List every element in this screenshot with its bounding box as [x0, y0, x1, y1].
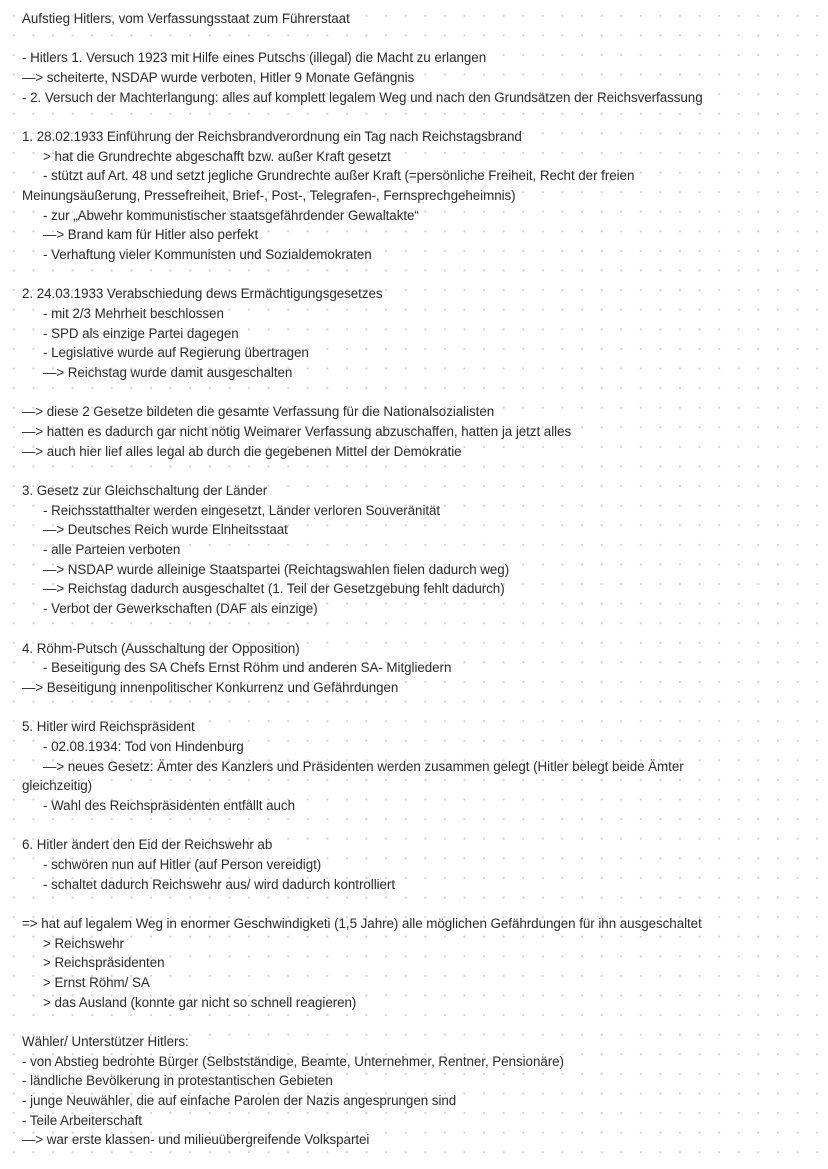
- spacer: [0, 816, 828, 836]
- summary-line: —> hatten es dadurch gar nicht nötig Weimarer Verfassung abzuschaffen, hatten ja jetzt alles: [22, 424, 572, 440]
- voters-line: - junge Neuwähler, die auf einfache Parolen der Nazis angesprungen sind: [22, 1092, 457, 1108]
- section-3-heading: 3. Gesetz zur Gleichschaltung der Länder: [22, 483, 268, 499]
- section-6-line: - schwören nun auf Hitler (auf Person vereidigt): [43, 856, 322, 872]
- voters-line: - von Abstieg bedrohte Bürger (Selbstständige, Beamte, Unternehmer, Rentner, Pensionäre): [22, 1053, 564, 1069]
- section-6-heading: 6. Hitler ändert den Eid der Reichswehr ab: [22, 837, 273, 853]
- note-page: [0, 9, 828, 1150]
- voters-line: - Teile Arbeiterschaft: [22, 1112, 142, 1128]
- section-2-line: - mit 2/3 Mehrheit beschlossen: [43, 306, 224, 322]
- summary-line: —> diese 2 Gesetze bildeten die gesamte Verfassung für die Nationalsozialisten: [22, 404, 495, 420]
- section-1-line: - stützt auf Art. 48 und setzt jegliche Grundrechte außer Kraft (=persönliche Freiheit, Recht der freien: [43, 168, 635, 184]
- intro-line: - 2. Versuch der Machterlangung: alles auf komplett legalem Weg und nach den Grundsätzen der Reichsverfassung: [22, 89, 703, 105]
- section-3-line: —> NSDAP wurde alleinige Staatspartei (Reichtagswahlen fielen dadurch weg): [43, 561, 510, 577]
- section-2-line: - SPD als einzige Partei dagegen: [43, 325, 239, 341]
- section-1-line: Meinungsäußerung, Pressefreiheit, Brief-, Post-, Telegrafen-, Fernsprechgeheimnis): [22, 188, 516, 204]
- page-title: Aufstieg Hitlers, vom Verfassungsstaat zum Führerstaat: [22, 11, 350, 26]
- section-4-line: —> Beseitigung innenpolitischer Konkurrenz und Gefährdungen: [22, 679, 399, 695]
- conclusion-line: > das Ausland (konnte gar nicht so schnell reagieren): [43, 994, 357, 1010]
- section-5-line: gleichzeitig): [22, 778, 93, 794]
- section-1-line: - zur „Abwehr kommunistischer staatsgefährdender Gewaltakte“: [43, 207, 419, 223]
- section-4-line: - Beseitigung des SA Chefs Ernst Röhm und anderen SA- Mitgliedern: [43, 660, 452, 676]
- section-1-line: - Verhaftung vieler Kommunisten und Sozialdemokraten: [43, 247, 372, 263]
- intro-line: - Hitlers 1. Versuch 1923 mit Hilfe eines Putschs (illegal) die Macht zu erlangen: [22, 50, 487, 66]
- section-2-heading: 2. 24.03.1933 Verabschiedung dews Ermächtigungsgesetzes: [22, 286, 383, 302]
- section-3-line: —> Deutsches Reich wurde Elnheitsstaat: [43, 522, 288, 538]
- section-5-line: - 02.08.1934: Tod von Hindenburg: [43, 738, 244, 754]
- spacer: [0, 383, 828, 403]
- section-5-line: —> neues Gesetz: Ämter des Kanzlers und Präsidenten werden zusammen gelegt (Hitler belegt beide Ämter: [43, 758, 684, 774]
- intro-line: —> scheiterte, NSDAP wurde verboten, Hitler 9 Monate Gefängnis: [22, 70, 415, 86]
- voters-line: —> war erste klassen- und milieuübergreifende Volkspartei: [22, 1132, 370, 1148]
- section-2-line: - Legislative wurde auf Regierung übertragen: [43, 345, 309, 361]
- section-2-line: —> Reichstag wurde damit ausgeschalten: [43, 365, 293, 381]
- spacer: [0, 1012, 828, 1032]
- conclusion-line: > Ernst Röhm/ SA: [43, 974, 150, 990]
- section-3-line: - Reichsstatthalter werden eingesetzt, Länder verloren Souveränität: [43, 502, 441, 518]
- spacer: [0, 265, 828, 285]
- spacer: [0, 29, 828, 49]
- section-1-heading: 1. 28.02.1933 Einführung der Reichsbrandverordnung ein Tag nach Reichstagsbrand: [22, 129, 522, 145]
- summary-line: —> auch hier lief alles legal ab durch die gegebenen Mittel der Demokratie: [22, 443, 462, 459]
- spacer: [0, 619, 828, 639]
- section-1-line: —> Brand kam für Hitler also perfekt: [43, 227, 259, 243]
- spacer: [0, 894, 828, 914]
- section-5-line: - Wahl des Reichspräsidenten entfällt auch: [43, 797, 295, 813]
- conclusion-line: > Reichswehr: [43, 935, 124, 951]
- section-3-line: - Verbot der Gewerkschaften (DAF als einzige): [43, 601, 318, 617]
- voters-heading: Wähler/ Unterstützer Hitlers:: [22, 1033, 189, 1049]
- spacer: [0, 461, 828, 481]
- conclusion-heading: => hat auf legalem Weg in enormer Geschwindigketi (1,5 Jahre) alle möglichen Gefährdungen für ihn ausgeschaltet: [22, 915, 702, 931]
- section-6-line: - schaltet dadurch Reichswehr aus/ wird dadurch kontrolliert: [43, 876, 396, 892]
- section-4-heading: 4. Röhm-Putsch (Ausschaltung der Opposition): [22, 640, 300, 656]
- section-5-heading: 5. Hitler wird Reichspräsident: [22, 719, 195, 735]
- section-1-line: > hat die Grundrechte abgeschafft bzw. außer Kraft gesetzt: [43, 148, 391, 164]
- spacer: [0, 107, 828, 127]
- section-3-line: - alle Parteien verboten: [43, 542, 181, 558]
- conclusion-line: > Reichspräsidenten: [43, 955, 165, 971]
- section-3-line: —> Reichstag dadurch ausgeschaltet (1. Teil der Gesetzgebung fehlt dadurch): [43, 581, 505, 597]
- voters-line: - ländliche Bevölkerung in protestantischen Gebieten: [22, 1073, 333, 1089]
- spacer: [0, 698, 828, 718]
